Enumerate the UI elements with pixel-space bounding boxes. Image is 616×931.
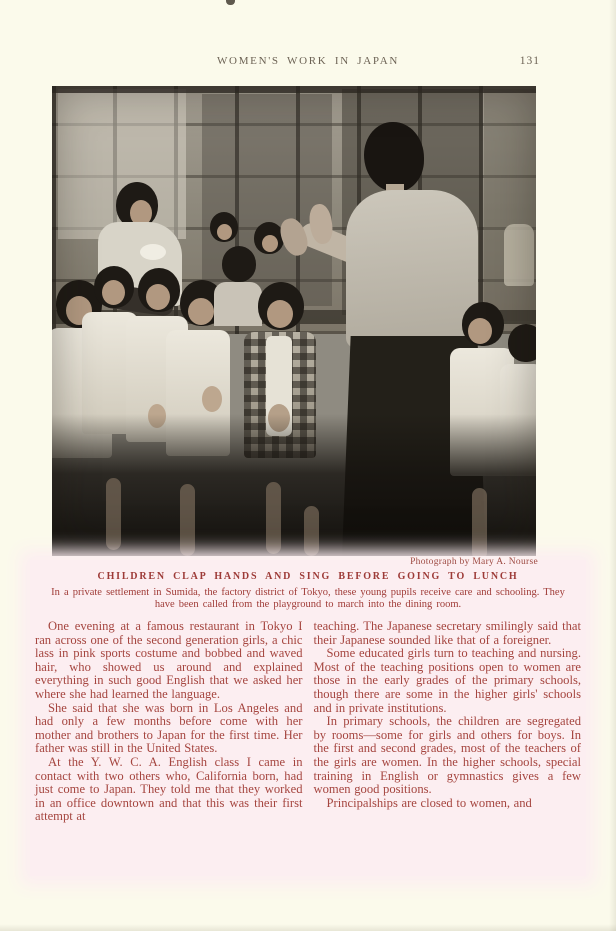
paragraph: At the Y. W. C. A. English class I came in contact with two others who, California born, had just come to Japan. They told me that they worked in an office downtown and that this was their first attempt at <box>35 754 303 824</box>
child-head <box>222 246 256 282</box>
child-face <box>102 280 125 305</box>
photo-credit: Photograph by Mary A. Nourse <box>410 557 538 567</box>
page-number: 131 <box>519 55 540 67</box>
right-column <box>314 620 582 824</box>
photograph <box>52 86 536 556</box>
body-text <box>35 620 581 824</box>
child-face <box>468 318 492 344</box>
child-leg <box>266 482 281 554</box>
paragraph: One evening at a famous restaurant in Tokyo I ran across one of the second generation girls, a chic lass in pink sports costume and bobbed and waved hair, who showed us around and explained everything in such good English that we asked her where she had learned the language. <box>35 619 303 701</box>
teacher-head <box>364 122 424 192</box>
caption-text: In a private settlement in Sumida, the factory district of Tokyo, these young pupils receive care and schooling. They have been called from the playground to march into the dining room. <box>51 587 565 611</box>
paragraph: She said that she was born in Los Angeles and had only a few months before come with her mother and brothers to Japan for the first time. Her father was still in the United States. <box>35 700 303 756</box>
floor-shadow <box>52 414 536 556</box>
teacher-blouse <box>346 190 478 348</box>
child-leg <box>472 488 487 556</box>
child-leg <box>180 484 195 556</box>
child-face <box>146 284 170 310</box>
paragraph: Principalships are closed to women, and <box>326 795 532 810</box>
page-header <box>0 55 616 71</box>
window-pane <box>202 94 332 306</box>
child-head <box>508 324 536 362</box>
ink-smudge <box>226 0 235 5</box>
paragraph: Some educated girls turn to teaching and nursing. Most of the teaching positions open to women are those in the early grades of the primary schools, though there are some in the higher girls' schools and in private institutions. <box>313 646 581 715</box>
window-lintel <box>52 86 536 93</box>
page-edge-shadow <box>609 0 616 931</box>
child-face <box>262 235 278 252</box>
paragraph: In primary schools, the children are segregated by rooms—some for girls and others for boys. In the first and second grades, most of the teachers of the girls are women. In the higher schools, special training in English or gymnastics gives a few women good positions. <box>313 714 581 797</box>
running-title: WOMEN'S WORK IN JAPAN <box>216 55 400 67</box>
page-edge-shadow <box>0 924 616 931</box>
window-pane <box>484 89 536 321</box>
child-leg <box>106 478 121 550</box>
child-face <box>188 298 214 325</box>
child-hands <box>202 386 222 412</box>
left-column <box>35 620 303 824</box>
paragraph-continuation: teaching. The Japanese secretary smilingly said that their Japanese sounded like that of a foreigner. <box>313 619 581 647</box>
caption-title: CHILDREN CLAP HANDS AND SING BEFORE GOING TO LUNCH <box>97 571 519 582</box>
child-leg <box>304 506 319 556</box>
child-shoulders <box>214 282 262 326</box>
figure-outside-window <box>504 224 534 286</box>
child-face <box>217 224 232 240</box>
assistant-bow <box>140 244 166 260</box>
child-face <box>267 300 293 328</box>
